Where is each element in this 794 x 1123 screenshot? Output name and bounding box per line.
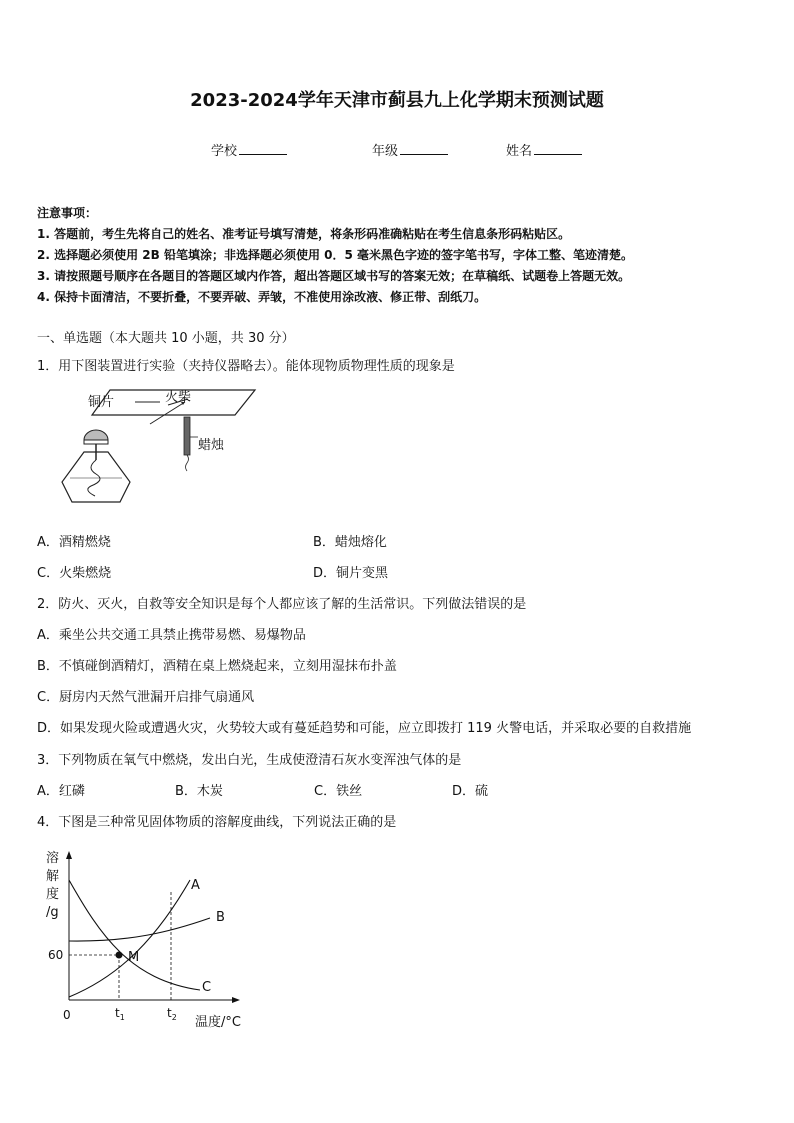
note-item: 3. 请按照题号顺序在各题目的答题区域内作答，超出答题区域书写的答案无效；在草稿纸、试题卷上答题无效。 (37, 269, 631, 283)
candle (184, 417, 190, 455)
y-label-char: 溶 (46, 851, 60, 866)
curve-c-label: C (202, 980, 212, 995)
section-heading: 一、单选题（本大题共 10 小题，共 30 分） (37, 331, 295, 346)
school-label: 学校 (211, 144, 238, 159)
note-item: 4. 保持卡面清洁，不要折叠，不要弄破、弄皱，不准使用涂改液、修正带、刮纸刀。 (37, 290, 487, 304)
y-value-60: 60 (48, 948, 64, 962)
curve-b (69, 918, 210, 941)
t1-subscript: 1 (119, 1013, 125, 1022)
y-label-char: 度 (46, 887, 60, 902)
point-m (116, 952, 123, 959)
candle-wick (186, 455, 189, 471)
name-blank (534, 142, 582, 155)
q2-option-b: B．不慎碰倒酒精灯，酒精在桌上燃烧起来，立刻用湿抹布扑盖 (37, 659, 397, 674)
curve-a (69, 880, 190, 997)
name-field (506, 140, 582, 159)
question-3-stem: 3．下列物质在氧气中燃烧，发出白光，生成使澄清石灰水变浑浊气体的是 (37, 753, 462, 768)
school-blank (239, 142, 287, 155)
question-4-stem: 4．下图是三种常见固体物质的溶解度曲线，下列说法正确的是 (37, 815, 397, 830)
question-1-stem: 1．用下图装置进行实验（夹持仪器略去）。能体现物质物理性质的现象是 (37, 359, 455, 374)
name-label: 姓名 (506, 144, 533, 159)
y-label-char: 解 (46, 869, 60, 884)
t2-subscript: 2 (171, 1013, 177, 1022)
copper-label: 铜片 (88, 395, 115, 410)
x-axis-arrow (232, 997, 240, 1003)
q1-option-a: A．酒精燃烧 (37, 535, 111, 550)
grade-field (372, 140, 448, 159)
t2-letter: t (167, 1006, 172, 1020)
note-item: 2. 选择题必须使用 2B 铅笔填涂；非选择题必须使用 0．5 毫米黑色字迹的签字笔书写，字体工整、笔迹清楚。 (37, 248, 633, 262)
grade-blank (400, 142, 448, 155)
q3-option-c: C．铁丝 (314, 784, 363, 799)
question-2-stem: 2．防火、灭火，自救等安全知识是每个人都应该了解的生活常识。下列做法错误的是 (37, 597, 527, 612)
q3-option-a: A．红磷 (37, 784, 85, 799)
q4-solubility-graph (30, 840, 260, 1040)
grade-label: 年级 (372, 144, 399, 159)
lamp-collar (84, 440, 108, 444)
notes-title: 注意事项： (37, 206, 98, 220)
school-field (211, 140, 287, 159)
candle-label: 蜡烛 (198, 438, 225, 453)
t2-label (167, 1006, 177, 1022)
q2-option-c: C．厨房内天然气泄漏开启排气扇通风 (37, 690, 255, 705)
match-stick (150, 402, 185, 424)
t1-letter: t (115, 1006, 120, 1020)
q1-option-b: B．蜡烛熔化 (313, 535, 387, 550)
q1-option-d: D．铜片变黑 (313, 566, 389, 581)
note-item: 1. 答题前，考生先将自己的姓名、准考证号填写清楚，将条形码准确粘贴在考生信息条形码粘贴区。 (37, 227, 571, 241)
origin-label: 0 (63, 1008, 71, 1022)
q1-apparatus-figure (40, 380, 280, 510)
point-m-label: M (128, 950, 140, 965)
x-axis-label: 温度/°C (195, 1015, 241, 1030)
curve-b-label: B (216, 910, 225, 925)
y-axis-arrow (66, 851, 72, 859)
y-unit: /g (46, 905, 59, 920)
q3-option-b: B．木炭 (175, 784, 223, 799)
page-title: 2023-2024学年天津市蓟县九上化学期末预测试题 (190, 90, 604, 111)
q2-option-a: A．乘坐公共交通工具禁止携带易燃、易爆物品 (37, 628, 306, 643)
t1-label (115, 1006, 125, 1022)
match-label: 火柴 (165, 390, 192, 405)
curve-a-label: A (191, 878, 200, 893)
q1-option-c: C．火柴燃烧 (37, 566, 112, 581)
q3-option-d: D．硫 (452, 784, 489, 799)
flame (84, 430, 108, 440)
q2-option-d: D．如果发现火险或遭遇火灾，火势较大或有蔓延趋势和可能，应立即拨打 119 火警电话，并采取必要的自救措施 (37, 721, 692, 736)
